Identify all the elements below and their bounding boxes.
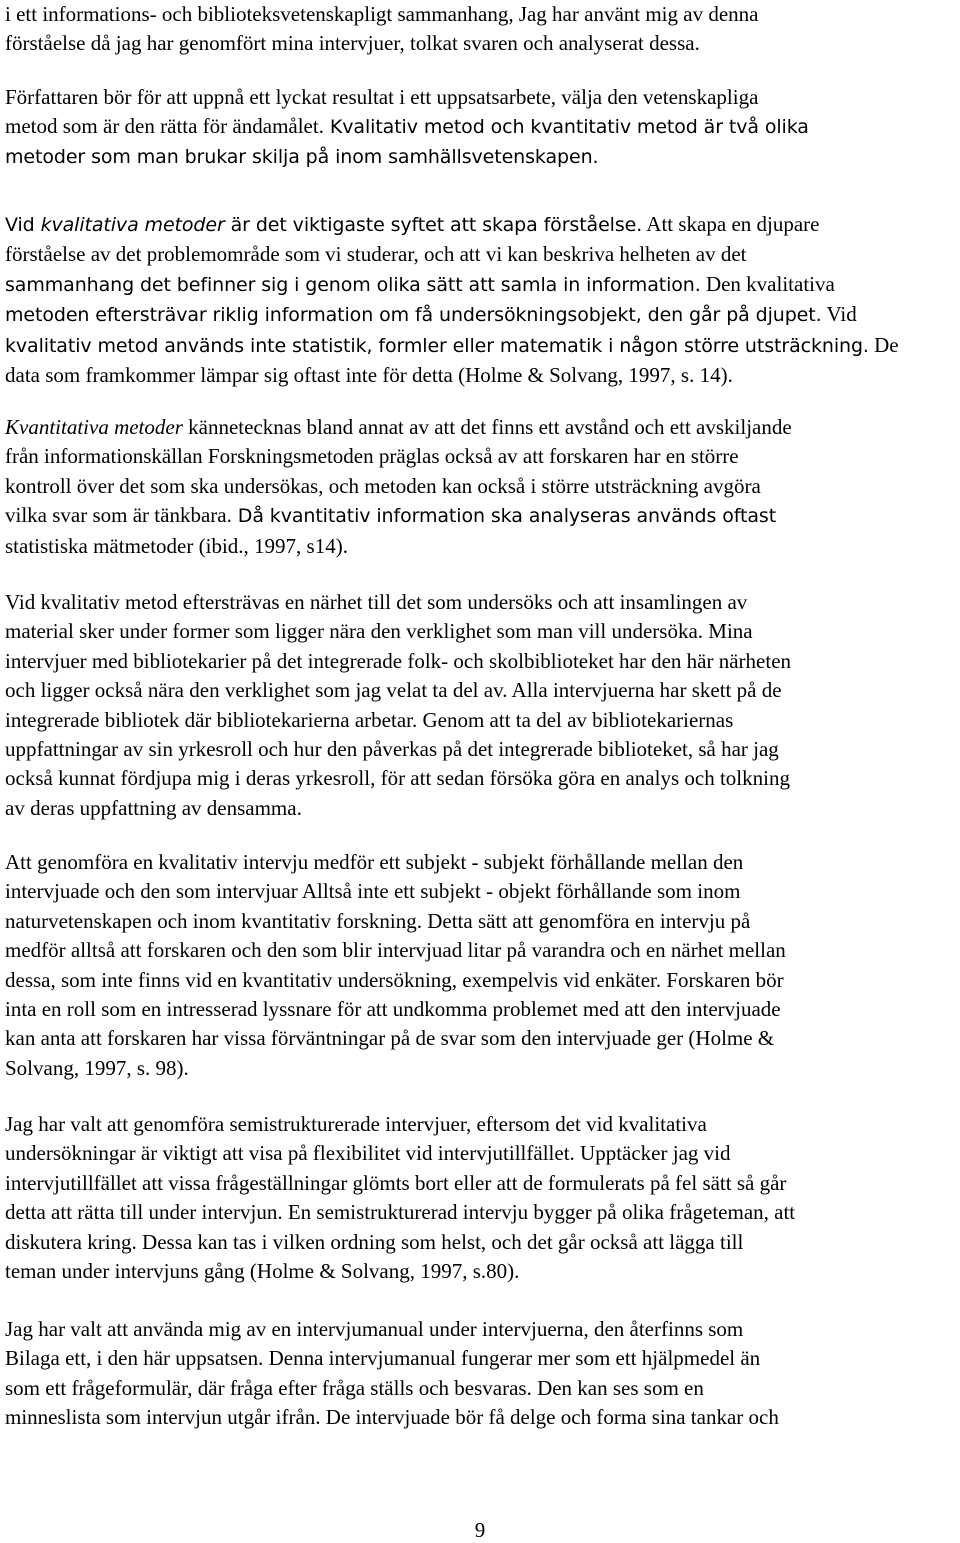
- text-line: Jag har valt att använda mig av en intervjumanual under intervjuerna, den återfinns som: [5, 1317, 744, 1341]
- text-line: Att genomföra en kvalitativ intervju medför ett subjekt - subjekt förhållande mellan den: [5, 850, 744, 874]
- text-line: intervjuer med bibliotekarier på det integrerade folk- och skolbiblioteket har den här närheten: [5, 648, 792, 673]
- text-run: Kvalitativ metod och kvantitativ metod är två olika: [323, 116, 809, 139]
- text-run: Vid: [5, 214, 41, 236]
- text-line: kan anta att forskaren har vissa förväntningar på de svar som den intervjuade ger (Holme &: [5, 1026, 775, 1051]
- paragraph-5: [5, 588, 957, 823]
- text-line: förståelse av det problemområde som vi studerar, och att vi kan beskriva helheten av det: [5, 242, 747, 267]
- text-line: kontroll över det som ska undersökas, och metoden kan också i större utsträckning avgöra: [5, 473, 761, 498]
- text-run: kvalitativ metod används inte statistik, formler eller matematik i någon större utsträckning.: [5, 334, 869, 357]
- text-line: Författaren bör för att uppnå ett lyckat resultat i ett uppsatsarbete, välja den vetenskapliga: [5, 85, 759, 109]
- text-run: Då kvantitativ information ska analyseras används oftast: [231, 505, 777, 528]
- text-line: undersökningar är viktigt att visa på flexibilitet vid intervjutillfället. Upptäcker jag vid: [5, 1141, 731, 1166]
- text-run: kännetecknas bland annat av att det finns ett avstånd och ett avskiljande: [182, 415, 792, 439]
- text-line: Bilaga ett, i den här uppsatsen. Denna intervjumanual fungerar mer som ett hjälpmedel än: [5, 1346, 761, 1371]
- text-line: minneslista som intervjun utgår ifrån. De intervjuade bör få delge och forma sina tankar och: [5, 1405, 779, 1430]
- text-run: De: [868, 332, 899, 357]
- text-line: naturvetenskapen och inom kvantitativ forskning. Detta sätt att genomföra en intervju på: [5, 908, 751, 933]
- text-line: av deras uppfattning av densamma.: [5, 795, 302, 820]
- text-line: som ett frågeformulär, där fråga efter fråga ställs och besvaras. Den kan ses som en: [5, 1375, 704, 1400]
- text-run: vilka svar som är tänkbara.: [5, 503, 232, 528]
- text-line: [5, 270, 957, 300]
- text-line: metoder som man brukar skilja på inom samhällsvetenskapen.: [5, 145, 599, 168]
- text-line: och ligger också nära den verklighet som jag velat ta del av. Alla intervjuerna har skett på de: [5, 678, 782, 703]
- text-run: är det viktigaste syftet att skapa förståelse.: [224, 214, 643, 236]
- text-line: dessa, som inte finns vid en kvantitativ undersökning, exempelvis vid enkäter. Forskaren bör: [5, 967, 784, 992]
- text-line: inta en roll som en intresserad lyssnare för att undkomma problemet med att den intervjuade: [5, 997, 781, 1022]
- paragraph-7: [5, 1110, 957, 1286]
- paragraph-2: [5, 83, 957, 172]
- emphasis-term: kvalitativa metoder: [40, 214, 225, 236]
- text-line: data som framkommer lämpar sig oftast inte för detta (Holme & Solvang, 1997, s. 14).: [5, 363, 733, 388]
- text-line: detta att rätta till under intervjun. En semistrukturerad intervju bygger på olika frågeteman, att: [5, 1200, 796, 1225]
- text-line: [5, 300, 957, 330]
- text-run: metod som är den rätta för ändamålet.: [5, 114, 324, 139]
- text-run: sammanhang det befinner sig i genom olika sätt att samla in information.: [5, 273, 701, 296]
- paragraph-8: [5, 1315, 957, 1433]
- text-run: Vid: [821, 302, 857, 327]
- text-line: [5, 331, 957, 361]
- text-line: intervjutillfället att vissa frågeställningar glömts bort eller att de formulerats på fel sätt så går: [5, 1170, 787, 1195]
- text-line: [5, 501, 957, 531]
- paragraph-1: [5, 0, 957, 59]
- text-run: metoden eftersträvar riklig information om få undersökningsobjekt, den går på djupet.: [5, 304, 822, 327]
- text-line: också kunnat fördjupa mig i deras yrkesroll, för att sedan försöka göra en analys och tolkning: [5, 766, 790, 791]
- text-run: Den kvalitativa: [700, 271, 835, 296]
- paragraph-4: [5, 413, 957, 561]
- text-line: Solvang, 1997, s. 98).: [5, 1055, 189, 1080]
- text-line: material sker under former som ligger nära den verklighet som man vill undersöka. Mina: [5, 619, 753, 644]
- text-run: Att skapa en djupare: [642, 212, 820, 236]
- text-line: statistiska mätmetoder (ibid., 1997, s14).: [5, 533, 348, 558]
- text-line: uppfattningar av sin yrkesroll och hur den påverkas på det integrerade biblioteket, så har jag: [5, 737, 779, 762]
- text-line: från informationskällan Forskningsmetoden präglas också av att forskaren har en större: [5, 444, 739, 469]
- text-line: diskutera kring. Dessa kan tas i vilken ordning som helst, och det går också att lägga till: [5, 1229, 744, 1254]
- text-line: i ett informations- och biblioteksvetenskapligt sammanhang, Jag har använt mig av denna: [5, 2, 759, 26]
- emphasis-term: Kvantitativa metoder: [5, 415, 183, 439]
- page-number: 9: [474, 1518, 486, 1542]
- paragraph-6: [5, 848, 957, 1083]
- text-line: [5, 413, 957, 442]
- text-line: Vid kvalitativ metod eftersträvas en närhet till det som undersöks och att insamlingen av: [5, 590, 748, 614]
- text-line: medför alltså att forskaren och den som blir intervjuad litar på varandra och en närhet mellan: [5, 938, 786, 963]
- text-line: teman under intervjuns gång (Holme & Solvang, 1997, s.80).: [5, 1259, 520, 1284]
- text-line: förståelse då jag har genomfört mina intervjuer, tolkat svaren och analyserat dessa.: [5, 31, 700, 56]
- paragraph-3: [5, 210, 957, 390]
- text-line: intervjuade och den som intervjuar Alltså inte ett subjekt - objekt förhållande som inom: [5, 879, 741, 904]
- text-line: [5, 112, 957, 142]
- text-line: [5, 210, 957, 240]
- text-line: Jag har valt att genomföra semistrukturerade intervjuer, eftersom det vid kvalitativa: [5, 1112, 707, 1136]
- text-line: integrerade bibliotek där bibliotekarierna arbetar. Genom att ta del av bibliotekariernas: [5, 707, 734, 732]
